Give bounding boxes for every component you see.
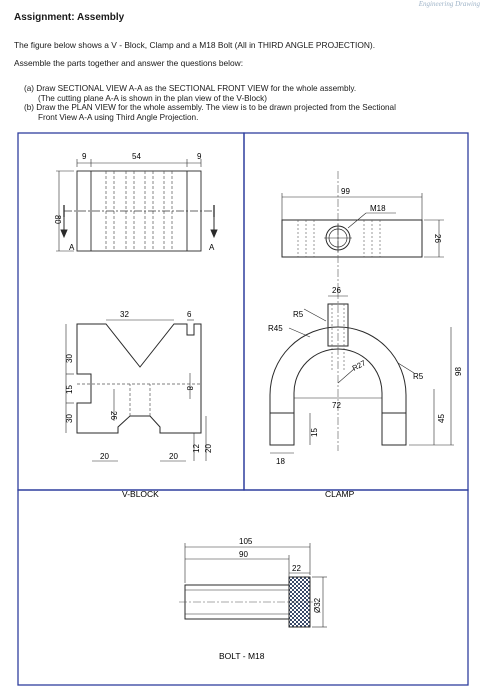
clamp-plan-view <box>282 171 444 291</box>
clamp-dim-leg-18: 18 <box>276 457 285 466</box>
bolt-drawing <box>179 543 327 627</box>
vblock-dim-top-right: 9 <box>197 152 202 161</box>
clamp-dim-leg-height: 45 <box>437 414 446 423</box>
clamp-frame <box>244 133 468 490</box>
bolt-dim-length: 105 <box>239 537 253 546</box>
clamp-dim-thread: M18 <box>370 204 386 213</box>
vblock-dim-30-upper: 30 <box>65 354 74 363</box>
vblock-dim-height: 80 <box>53 215 62 224</box>
bolt-dim-head: 22 <box>292 564 301 573</box>
vblock-plan-view <box>56 159 217 251</box>
vblock-section-right: A <box>209 243 215 252</box>
vblock-section-left: A <box>69 243 75 252</box>
intro-line-1: The figure below shows a V - Block, Clamp and a M18 Bolt (All in THIRD ANGLE PROJECTION). <box>14 40 376 50</box>
vblock-dim-base-right: 20 <box>169 452 178 461</box>
bolt-dim-head-dia: Ø32 <box>313 597 322 613</box>
clamp-dim-leg-15: 15 <box>310 428 319 437</box>
clamp-dim-inner-radius: R27 <box>350 358 368 373</box>
assignment-title: Assignment: Assembly <box>14 12 125 23</box>
course-label: Engineering Drawing <box>418 0 480 8</box>
task-a-line2: (The cutting plane A-A is shown in the plan view of the V-Block) <box>38 93 267 103</box>
vblock-dim-v-depth: 26 <box>109 411 118 420</box>
intro-line-2: Assemble the parts together and answer the questions below: <box>14 58 244 68</box>
task-b-line2: Front View A-A using Third Angle Projection. <box>38 112 199 122</box>
clamp-dim-r-large: R45 <box>268 324 283 333</box>
clamp-dim-width-top: 99 <box>341 187 350 196</box>
task-b-line1: (b) Draw the PLAN VIEW for the whole assembly. The view is to be drawn projected from the Sectional <box>24 103 396 112</box>
clamp-dim-inner-width: 72 <box>332 401 341 410</box>
clamp-dim-plan-depth: 26 <box>433 234 442 243</box>
clamp-dim-r-small: R5 <box>293 310 304 319</box>
vblock-frame <box>18 133 244 490</box>
vblock-dim-15: 15 <box>65 385 74 394</box>
clamp-dim-boss-width: 26 <box>332 286 341 295</box>
vblock-dim-20: 20 <box>204 444 213 453</box>
clamp-dim-right-r: R5 <box>413 372 424 381</box>
vblock-caption: V-BLOCK <box>122 489 159 499</box>
vblock-dim-base-left: 20 <box>100 452 109 461</box>
clamp-caption: CLAMP <box>325 489 355 499</box>
vblock-front-view <box>66 320 206 461</box>
drawing-sheet <box>14 131 472 686</box>
vblock-dim-12: 12 <box>192 444 201 453</box>
vblock-dim-top-left: 9 <box>82 152 87 161</box>
vblock-dim-v-width: 32 <box>120 310 129 319</box>
task-a-line1: (a) Draw SECTIONAL VIEW A-A as the SECTIONAL FRONT VIEW for the whole assembly. <box>24 84 357 93</box>
vblock-dim-slot-width: 8 <box>185 386 194 391</box>
clamp-dim-height: 98 <box>454 367 463 376</box>
bolt-dim-thread-length: 90 <box>239 550 248 559</box>
vblock-dim-30-lower: 30 <box>65 414 74 423</box>
bolt-caption: BOLT - M18 <box>219 651 265 661</box>
task-b <box>24 103 474 122</box>
task-a <box>24 84 474 103</box>
vblock-dim-slot-depth: 6 <box>187 310 192 319</box>
vblock-dim-top-mid: 54 <box>132 152 141 161</box>
